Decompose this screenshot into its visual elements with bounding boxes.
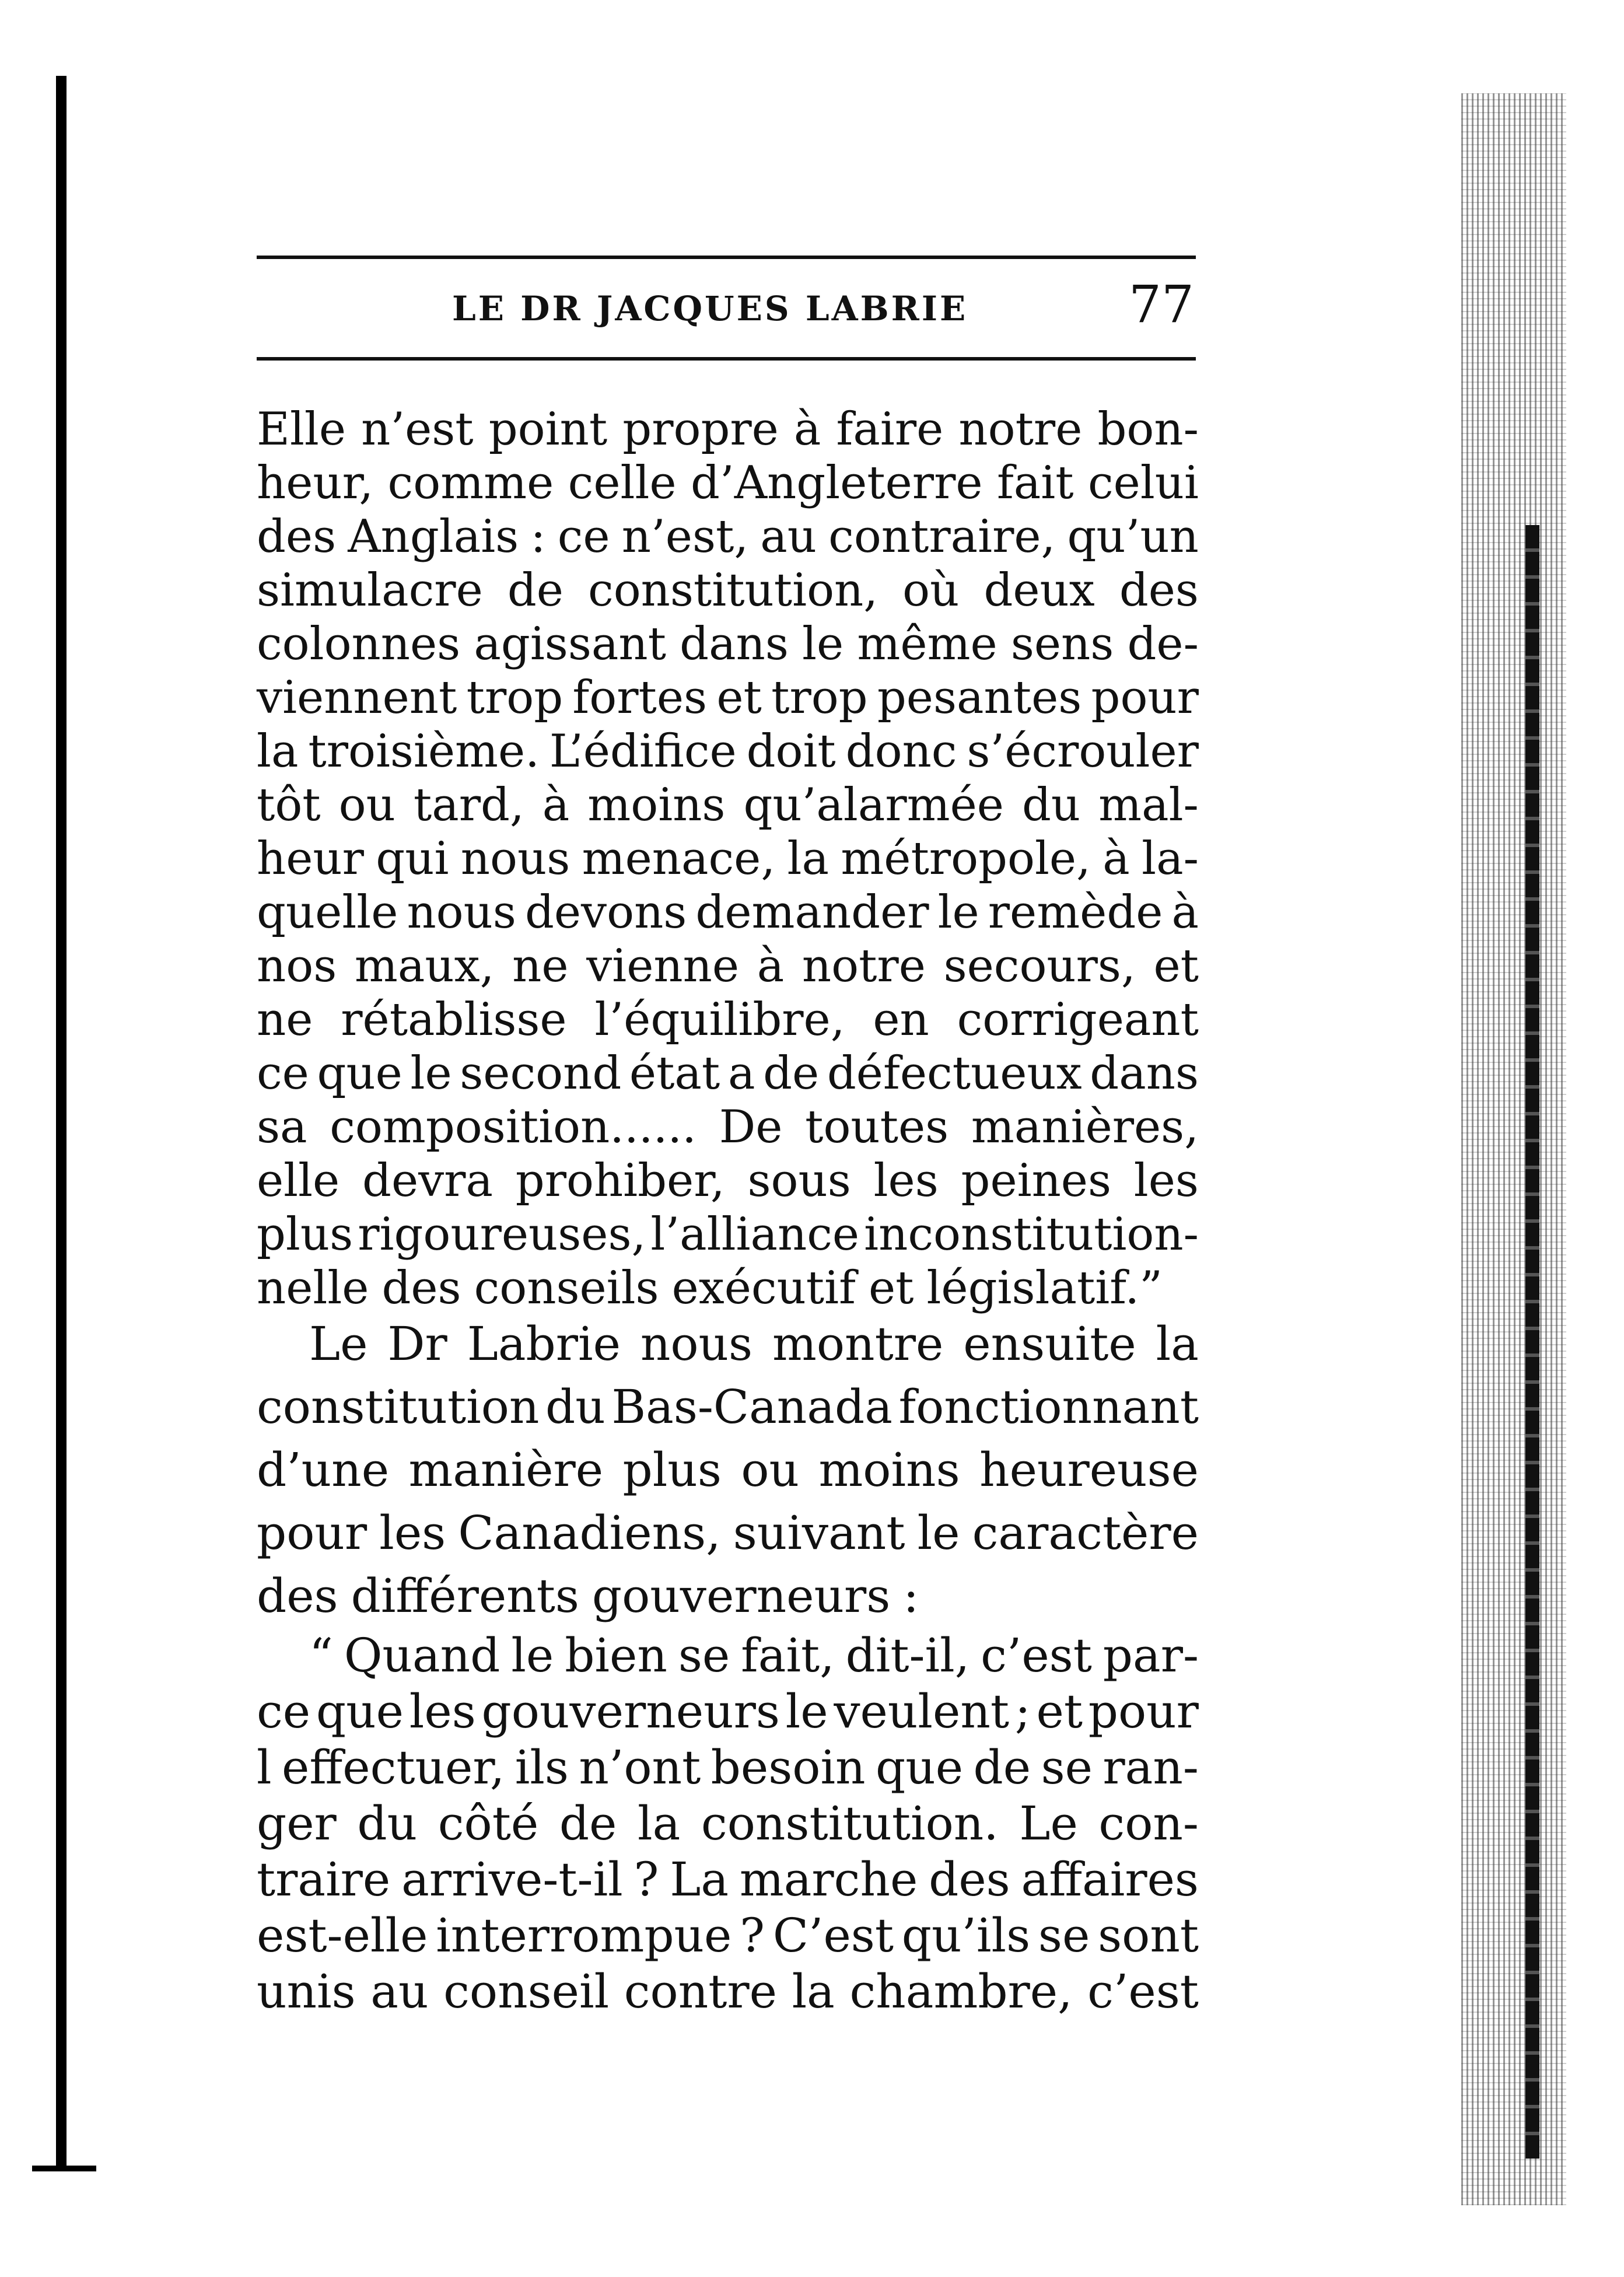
word: pour: [1091, 671, 1199, 724]
text-line: [257, 1964, 1199, 2020]
paragraph-3: [257, 1628, 1199, 2020]
text-line: [257, 939, 1199, 993]
word: le: [785, 1684, 828, 1739]
text-line: [257, 1502, 1199, 1565]
word: n’est: [361, 403, 474, 456]
word: donc: [845, 725, 957, 778]
word: le: [802, 618, 844, 670]
word: la: [792, 1964, 835, 2019]
word: a: [727, 1047, 755, 1100]
page-number: 77: [1129, 274, 1194, 334]
word: qu’ils: [901, 1908, 1031, 1963]
word: défectueux: [827, 1047, 1082, 1100]
word: ou: [741, 1443, 799, 1497]
word: inconstitution-: [864, 1208, 1199, 1261]
word: colonnes: [257, 618, 461, 670]
word: Anglais: [348, 510, 519, 563]
word: est-elle: [257, 1908, 428, 1963]
word: de: [763, 1047, 820, 1100]
word: :: [903, 1569, 919, 1623]
word: heureuse: [979, 1443, 1199, 1497]
header-rule-bottom: [257, 357, 1196, 361]
word: faire: [836, 403, 944, 456]
word: tôt: [257, 779, 321, 831]
word: moins: [587, 779, 726, 831]
word: ce: [557, 510, 610, 563]
paragraph-1: [257, 403, 1199, 1315]
word: ?: [740, 1908, 765, 1963]
word: sont: [1098, 1908, 1199, 1963]
word: ran-: [1102, 1740, 1199, 1795]
word: ne: [257, 994, 313, 1046]
word: troisième.: [308, 725, 540, 778]
word: pesantes: [877, 671, 1082, 724]
word: sa: [257, 1101, 307, 1153]
word: s’écrouler: [967, 725, 1199, 778]
word: des: [257, 1569, 338, 1623]
word: à: [757, 940, 785, 992]
word: à: [542, 779, 570, 831]
text-line: [257, 1628, 1199, 1684]
text-line: [257, 1439, 1199, 1502]
word: quelle: [257, 886, 398, 939]
word: Labrie: [467, 1317, 621, 1371]
word: moins: [818, 1443, 960, 1497]
text-line: [257, 725, 1199, 778]
word: le: [410, 1047, 452, 1100]
word: constitution.: [701, 1796, 999, 1851]
word: se: [1038, 1908, 1090, 1963]
word: point: [488, 403, 608, 456]
word: à: [1171, 886, 1199, 939]
word: la: [257, 725, 299, 778]
word: Elle: [257, 403, 346, 456]
word: notre: [958, 403, 1083, 456]
word: et: [716, 671, 762, 724]
text-line: [257, 1796, 1199, 1852]
word: secours,: [943, 940, 1136, 992]
word: bon-: [1097, 403, 1199, 456]
word: nous: [460, 833, 570, 885]
word: le: [917, 1506, 960, 1560]
word: différents: [351, 1569, 579, 1623]
word: manières,: [971, 1101, 1199, 1153]
word: et: [868, 1262, 914, 1314]
word: interrompue: [436, 1908, 732, 1963]
word: des: [1119, 564, 1199, 617]
word: métropole,: [841, 833, 1091, 885]
word: elle: [257, 1155, 340, 1207]
word: comme: [387, 457, 554, 509]
text-line: [257, 1100, 1199, 1154]
word: fonctionnant: [898, 1380, 1199, 1434]
word: les: [873, 1155, 939, 1207]
word: rigoureuses,: [358, 1208, 646, 1261]
word: bien: [565, 1628, 667, 1683]
word: pour: [257, 1506, 368, 1560]
word: le: [937, 886, 979, 939]
word: caractère: [972, 1506, 1199, 1560]
text-line: [257, 1261, 1199, 1315]
word: propre: [622, 403, 779, 456]
word: L’édifice: [549, 725, 737, 778]
word: dans: [680, 618, 789, 670]
word: effectuer,: [282, 1740, 505, 1795]
word: plus: [257, 1208, 354, 1261]
word: état: [629, 1047, 720, 1100]
word: Le: [1019, 1796, 1078, 1851]
word: la: [638, 1796, 681, 1851]
word: l’équilibre,: [594, 994, 845, 1046]
word: l’alliance: [650, 1208, 860, 1261]
word: en: [873, 994, 929, 1046]
word: marche: [739, 1852, 918, 1907]
word: se: [1041, 1740, 1093, 1795]
word: ne: [512, 940, 569, 992]
word: ce: [257, 1684, 311, 1739]
word: notre: [802, 940, 926, 992]
text-line: [257, 617, 1199, 671]
word: se: [678, 1628, 730, 1683]
text-line: [257, 778, 1199, 832]
binding-edge-foot: [32, 2166, 96, 2171]
word: exécutif: [671, 1262, 856, 1314]
word: mal-: [1098, 779, 1199, 831]
text-line: [257, 1208, 1199, 1261]
word: la: [1156, 1317, 1199, 1371]
word: “: [309, 1628, 333, 1683]
word: devra: [362, 1155, 493, 1207]
word: constitution,: [588, 564, 878, 617]
word: côté: [438, 1796, 539, 1851]
word: C’est: [772, 1908, 894, 1963]
word: nous: [407, 886, 516, 939]
word: plus: [622, 1443, 722, 1497]
word: ils: [514, 1740, 569, 1795]
word: par-: [1102, 1628, 1199, 1683]
word: tard,: [413, 779, 524, 831]
word: ensuite: [963, 1317, 1136, 1371]
word: d’une: [257, 1443, 390, 1497]
word: d’Angleterre: [690, 457, 983, 509]
word: menace,: [582, 833, 776, 885]
word: l: [257, 1740, 272, 1795]
word: simulacre: [257, 564, 483, 617]
word: gouverneurs: [592, 1569, 891, 1623]
word: besoin: [710, 1740, 866, 1795]
scan-edge-noise: [1461, 93, 1566, 2205]
word: arrive-t-il: [401, 1852, 623, 1907]
word: constitution: [257, 1380, 540, 1434]
running-head: LE DR JACQUES LABRIE: [452, 289, 968, 328]
word: au: [760, 510, 817, 563]
word: Quand: [344, 1628, 501, 1683]
word: contre: [624, 1964, 777, 2019]
word: prohiber,: [515, 1155, 725, 1207]
word: du: [1021, 779, 1081, 831]
word: heur: [257, 833, 364, 885]
word: con-: [1098, 1796, 1199, 1851]
word: conseils: [474, 1262, 659, 1314]
word: contraire,: [828, 510, 1056, 563]
word: à: [1102, 833, 1130, 885]
word: fortes: [572, 671, 708, 724]
word: De: [719, 1101, 783, 1153]
text-line: [257, 886, 1199, 939]
word: au: [370, 1964, 429, 2019]
word: affaires: [1021, 1852, 1199, 1907]
word: dit-il,: [845, 1628, 970, 1683]
word: dans: [1090, 1047, 1199, 1100]
word: et: [1153, 940, 1199, 992]
word: qu’un: [1067, 510, 1199, 563]
word: :: [530, 510, 546, 563]
word: suivant: [733, 1506, 905, 1560]
word: n’ont: [579, 1740, 701, 1795]
word: veulent: [834, 1684, 1010, 1739]
text-line: [257, 1684, 1199, 1740]
word: nelle: [257, 1262, 369, 1314]
text-line: [257, 1376, 1199, 1439]
text-line: [257, 1908, 1199, 1964]
word: rétablisse: [341, 994, 567, 1046]
word: demander: [695, 886, 929, 939]
word: sens: [1010, 618, 1114, 670]
word: de: [559, 1796, 617, 1851]
word: agissant: [474, 618, 666, 670]
word: des: [929, 1852, 1010, 1907]
word: ger: [257, 1796, 337, 1851]
header-rule-top: [257, 256, 1196, 259]
text-line: [257, 832, 1199, 886]
word: que: [876, 1740, 964, 1795]
text-line: [257, 993, 1199, 1047]
word: fait: [996, 457, 1074, 509]
text-line: [257, 564, 1199, 617]
word: ou: [338, 779, 396, 831]
word: des: [382, 1262, 461, 1314]
word: des: [257, 510, 337, 563]
word: gouverneurs: [481, 1684, 780, 1739]
word: le: [511, 1628, 554, 1683]
word: second: [460, 1047, 622, 1100]
word: les: [409, 1684, 476, 1739]
text-line: [257, 1313, 1199, 1376]
word: corrigeant: [957, 994, 1199, 1046]
word: composition......: [330, 1101, 696, 1153]
word: maux,: [354, 940, 495, 992]
text-line: [257, 671, 1199, 725]
word: Dr: [387, 1317, 447, 1371]
word: vienne: [586, 940, 739, 992]
word: du: [357, 1796, 418, 1851]
word: ce: [257, 1047, 309, 1100]
word: nous: [640, 1317, 753, 1371]
word: fait,: [741, 1628, 835, 1683]
word: les: [1133, 1155, 1199, 1207]
word: remède: [988, 886, 1163, 939]
word: de: [973, 1740, 1031, 1795]
word: ?: [634, 1852, 659, 1907]
word: La: [670, 1852, 729, 1907]
word: du: [545, 1380, 606, 1434]
word: et: [1036, 1684, 1083, 1739]
word: unis: [257, 1964, 356, 2019]
word: où: [902, 564, 960, 617]
scan-edge-strip: [1525, 525, 1539, 2159]
word: ;: [1014, 1684, 1031, 1739]
word: à: [793, 403, 821, 456]
word: Bas-Canada: [611, 1380, 892, 1434]
word: conseil: [443, 1964, 610, 2019]
word: nos: [257, 940, 337, 992]
word: qu’alarmée: [743, 779, 1004, 831]
word: deux: [984, 564, 1095, 617]
word: la-: [1142, 833, 1199, 885]
word: montre: [772, 1317, 944, 1371]
text-line: [257, 1154, 1199, 1208]
word: manière: [408, 1443, 604, 1497]
word: Le: [309, 1317, 368, 1371]
word: même: [857, 618, 998, 670]
text-line: [257, 456, 1199, 510]
word: les: [379, 1506, 446, 1560]
text-line: [257, 403, 1199, 456]
word: devons: [524, 886, 687, 939]
word: trop: [771, 671, 868, 724]
word: que: [317, 1047, 402, 1100]
word: traire: [257, 1852, 391, 1907]
word: législatif.”: [926, 1262, 1163, 1314]
word: c’est: [981, 1628, 1092, 1683]
word: la: [787, 833, 829, 885]
word: c’est: [1087, 1964, 1199, 2019]
word: celui: [1088, 457, 1199, 509]
text-line: [257, 1047, 1199, 1100]
word: heur,: [257, 457, 374, 509]
word: doit: [746, 725, 836, 778]
text-line: [257, 1852, 1199, 1908]
word: viennent: [257, 671, 457, 724]
text-line: [257, 1740, 1199, 1796]
word: de-: [1127, 618, 1199, 670]
word: de: [507, 564, 564, 617]
text-line: [257, 510, 1199, 564]
word: peines: [961, 1155, 1111, 1207]
word: celle: [568, 457, 677, 509]
text-line: [257, 1565, 1199, 1628]
word: toutes: [805, 1101, 949, 1153]
word: trop: [466, 671, 564, 724]
word: pour: [1088, 1684, 1199, 1739]
word: Canadiens,: [458, 1506, 721, 1560]
word: chambre,: [849, 1964, 1073, 2019]
word: qui: [376, 833, 449, 885]
paragraph-2: [257, 1313, 1199, 1628]
word: n’est,: [621, 510, 749, 563]
word: que: [316, 1684, 404, 1739]
word: sous: [747, 1155, 851, 1207]
binding-edge: [56, 76, 66, 2170]
